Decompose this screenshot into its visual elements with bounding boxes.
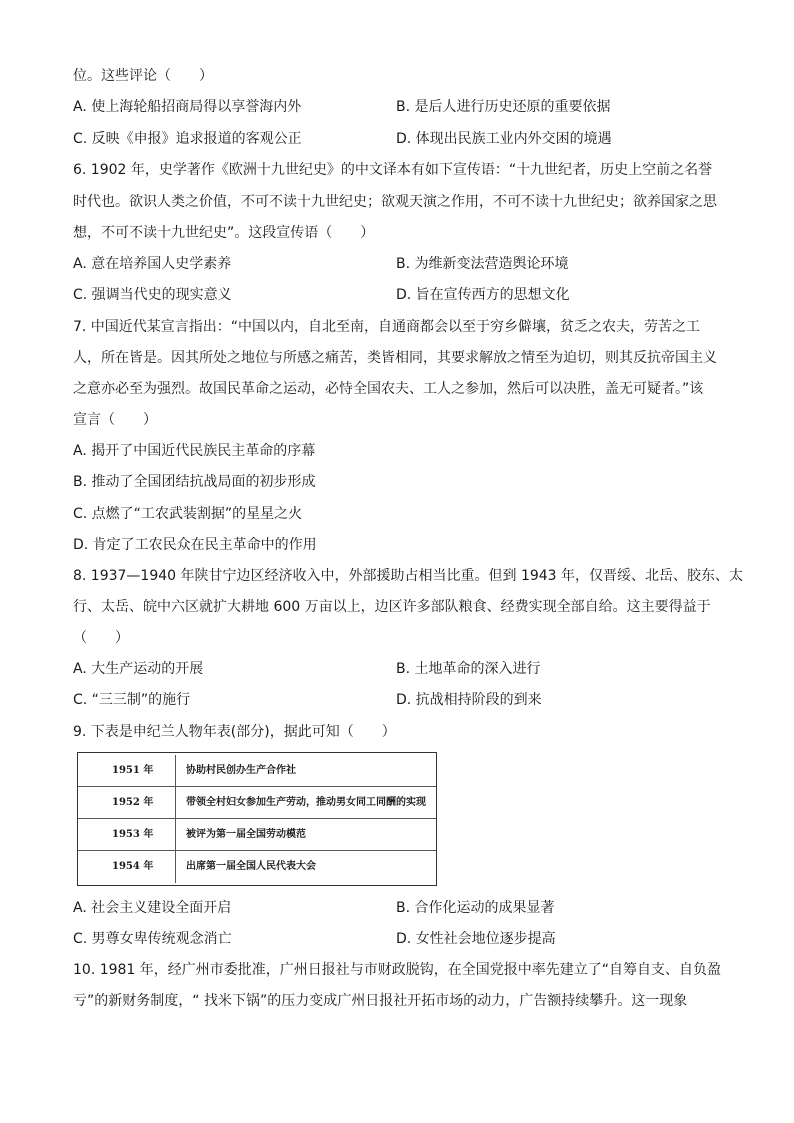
q8-option-a[interactable]: A. 大生产运动的开展 <box>73 661 204 677</box>
table-cell-event: 带领全村妇女参加生产劳动，推动男女同工同酬的实现 <box>186 797 426 808</box>
q8-stem-line1: 8. 1937—1940 年陕甘宁边区经济收入中，外部援助占相当比重。但到 1943 年，仅晋绥、北岳、胶东、太 <box>73 568 744 584</box>
q9-option-a[interactable]: A. 社会主义建设全面开启 <box>73 900 232 916</box>
q9-stem-line1: 9. 下表是申纪兰人物年表(部分)，据此可知（ ） <box>73 724 396 740</box>
q10-stem-line2: 亏”的新财务制度，“ 找米下锅”的压力变成广州日报社开拓市场的动力，广告额持续攀升。这一现象 <box>73 993 688 1009</box>
q6-stem-line3: 想，不可不读十九世纪史”。这段宣传语（ ） <box>73 225 375 241</box>
q6-option-d[interactable]: D. 旨在宣传西方的思想文化 <box>396 287 570 303</box>
q5-option-d[interactable]: D. 体现出民族工业内外交困的境遇 <box>396 131 612 147</box>
q10-stem-line1: 10. 1981 年，经广州市委批准，广州日报社与市财政脱钩，在全国党报中率先建立了“自筹自支、自负盈 <box>73 962 722 978</box>
q7-option-c[interactable]: C. 点燃了“工农武装割据”的星星之火 <box>73 506 303 522</box>
table-cell-event: 出席第一届全国人民代表大会 <box>186 861 316 872</box>
q7-stem-line1: 7. 中国近代某宣言指出：“中国以内，自北至南，自通商都会以至于穷乡僻壤，贫乏之农夫，劳苦之工 <box>73 319 701 335</box>
q5-option-c[interactable]: C. 反映《申报》追求报道的客观公正 <box>73 131 302 147</box>
q6-option-a[interactable]: A. 意在培养国人史学素养 <box>73 256 232 272</box>
q7-option-b[interactable]: B. 推动了全国团结抗战局面的初步形成 <box>73 474 316 490</box>
q7-stem-line4: 宣言（ ） <box>73 412 157 428</box>
q5-option-b[interactable]: B. 是后人进行历史还原的重要依据 <box>396 99 611 115</box>
table-cell-year: 1953 年 <box>78 819 176 850</box>
q5-stem-end: 位。这些评论（ ） <box>73 68 213 84</box>
q8-option-d[interactable]: D. 抗战相持阶段的到来 <box>396 692 542 708</box>
table-row <box>78 755 436 787</box>
q6-option-c[interactable]: C. 强调当代史的现实意义 <box>73 287 232 303</box>
table-row <box>78 819 436 851</box>
table-cell-event: 协助村民创办生产合作社 <box>186 765 296 776</box>
table-cell-year: 1952 年 <box>78 787 176 818</box>
q8-stem-line2: 行、太岳、皖中六区就扩大耕地 600 万亩以上，边区许多部队粮食、经费实现全部自给。这主要得益于 <box>73 599 711 615</box>
chronology-table <box>77 752 437 886</box>
table-cell-year: 1954 年 <box>78 851 176 883</box>
q9-option-b[interactable]: B. 合作化运动的成果显著 <box>396 900 555 916</box>
q8-option-c[interactable]: C. “三三制”的施行 <box>73 692 191 708</box>
q7-stem-line3: 之意亦必至为强烈。故国民革命之运动，必恃全国农夫、工人之参加，然后可以决胜，盖无可疑者。”该 <box>73 381 704 397</box>
table-row <box>78 787 436 819</box>
q6-option-b[interactable]: B. 为维新变法营造舆论环境 <box>396 256 569 272</box>
q6-stem-line2: 时代也。欲识人类之价值，不可不读十九世纪史；欲观天演之作用，不可不读十九世纪史；欲养国家之思 <box>73 194 717 210</box>
q6-stem-line1: 6. 1902 年，史学著作《欧洲十九世纪史》的中文译本有如下宣传语：“十九世纪者，历史上空前之名誉 <box>73 162 713 178</box>
table-cell-event: 被评为第一届全国劳动模范 <box>186 829 306 840</box>
q9-option-c[interactable]: C. 男尊女卑传统观念消亡 <box>73 931 232 947</box>
q7-stem-line2: 人，所在皆是。因其所处之地位与所感之痛苦，类皆相同，其要求解放之情至为迫切，则其反抗帝国主义 <box>73 350 717 366</box>
q8-option-b[interactable]: B. 土地革命的深入进行 <box>396 661 541 677</box>
table-cell-year: 1951 年 <box>78 755 176 786</box>
q9-option-d[interactable]: D. 女性社会地位逐步提高 <box>396 931 556 947</box>
q8-stem-line3: （ ） <box>73 630 129 646</box>
q7-option-a[interactable]: A. 揭开了中国近代民族民主革命的序幕 <box>73 443 316 459</box>
q5-option-a[interactable]: A. 使上海轮船招商局得以享誉海内外 <box>73 99 302 115</box>
q7-option-d[interactable]: D. 肯定了工农民众在民主革命中的作用 <box>73 537 317 553</box>
table-row <box>78 851 436 883</box>
